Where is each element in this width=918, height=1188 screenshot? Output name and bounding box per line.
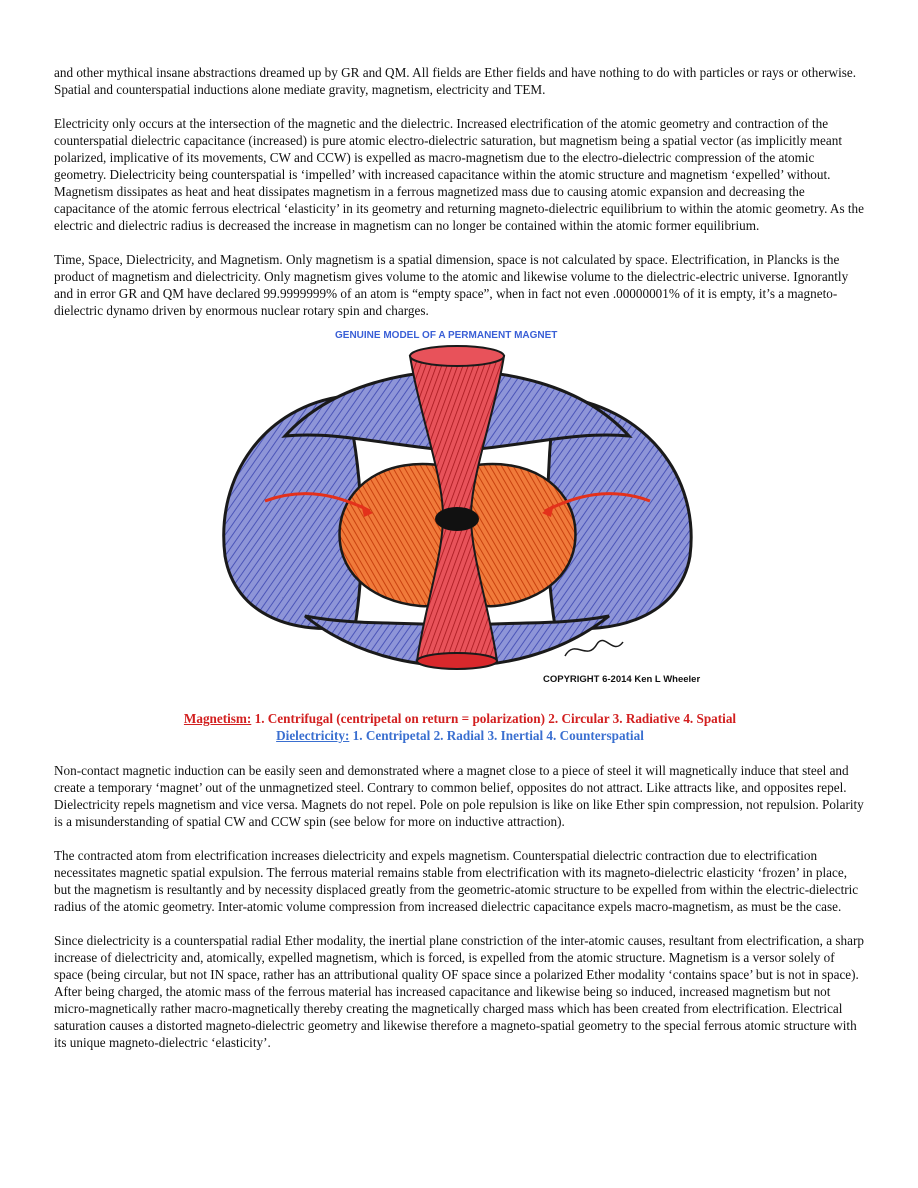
paragraph-5: The contracted atom from electrification increases dielectricity and expels magnetism. Counterspatial dielectric contraction due to electrification necessitates magnetic spatial expulsion. The ferrous material remains stable from electrification with its magneto-dielectric elasticity ‘frozen’ in place, but the magnetism is resultantly and by necessity displaced greatly from the geometric-atomic structure to be expelled from within the electric-dielectric radius of the atomic geometry. Inter-atomic volume compression from increased dielectric capacitance expels macro-magnetism, as must be the case. bbox=[54, 848, 859, 914]
caption-dielectricity bbox=[54, 727, 866, 744]
caption-magnetism bbox=[54, 710, 866, 727]
center-hole bbox=[435, 507, 479, 531]
paragraph-6: Since dielectricity is a counterspatial radial Ether modality, the inertial plane constriction of the inter-atomic causes, resultant from electrification, a sharp increase of dielectricity and, atomically, expelled magnetism, which is forced, is expelled from the atomic structure. Magnetism is a versor solely of space (being circular, but not IN space, rather has an attributional quality OF space since a polarized Ether modality ‘contains space’ but is not in space). After being charged, the atomic mass of the ferrous material has increased capacitance and likewise being so induced, increased magnetism but not micro-magnetically rather macro-magnetically thereby creating the magnetically charged mass which has been created from electrification. Electrical saturation causes a distorted magneto-dielectric geometry and likewise therefore a magneto-spatial geometry to the special ferrous atomic structure with its unique magneto-dielectric ‘elasticity’. bbox=[54, 933, 864, 1050]
figure-copyright: COPYRIGHT 6-2014 Ken L Wheeler bbox=[543, 674, 701, 685]
paragraph-2: Electricity only occurs at the intersection of the magnetic and the dielectric. Increased electrification of the atomic geometry and contraction of the counterspatial dielectric capacitance (increased) is pure atomic electro-dielectric saturation, but magnetism being a spatial vector (as implicitly meant polarized, implicative of its movements, CW and CCW) is expelled as macro-magnetism due to the electro-dielectric compression of the atomic geometry. Dielectricity being counterspatial is ‘impelled’ with increased capacitance within the atomic structure and magnetism ‘expelled’ without. Magnetism dissipates as heat and heat dissipates magnetism in a ferrous magnetized mass due to causing atomic expansion and decreasing the capacitance of the atomic ferrous electrical ‘elasticity’ in its geometry and returning magneto-dielectric equilibrium to within the atomic geometry. As the electric and dielectric radius is decreased the increase in magnetism can no longer be contained within the atomic former equilibrium. bbox=[54, 116, 864, 233]
caption-dielectricity-text: 1. Centripetal 2. Radial 3. Inertial 4. Counterspatial bbox=[349, 728, 644, 743]
caption-magnetism-term: Magnetism: bbox=[183, 711, 252, 726]
document-page bbox=[54, 64, 866, 1068]
figure-caption bbox=[54, 710, 866, 744]
caption-dielectricity-term: Dielectricity: bbox=[276, 728, 350, 743]
paragraph-4: Non-contact magnetic induction can be easily seen and demonstrated where a magnet close to a piece of steel it will magnetically induce that steel and create a temporary ‘magnet’ out of the unmagnetized steel. Contrary to common belief, opposites do not attract. Like attracts like, and opposites repel. Dielectricity repels magnetism and vice versa. Magnets do not repel. Pole on pole repulsion is like on like Ether spin compression, not repulsion. Polarity is a misunderstanding of spatial CW and CCW spin (see below for more on inductive attraction). bbox=[54, 763, 864, 829]
caption-magnetism-text: 1. Centrifugal (centripetal on return = polarization) 2. Circular 3. Radiative 4. Spatial bbox=[251, 711, 737, 726]
figure-title: GENUINE MODEL OF A PERMANENT MAGNET bbox=[335, 330, 558, 341]
magnet-drawing bbox=[195, 326, 719, 690]
paragraph-3: Time, Space, Dielectricity, and Magnetism. Only magnetism is a spatial dimension, space is not calculated by space. Electrification, in Plancks is the product of magnetism and dielectricity. Only magnetism gives volume to the atomic and likewise volume to the dielectric-electric universe. Ignorantly and in error GR and QM have declared 99.9999999% of an atom is “empty space”, when in fact not even .00000001% of it is empty, it’s a magneto-dielectric dynamo driven by enormous nuclear rotary spin and charges. bbox=[54, 252, 849, 318]
tube-top-rim bbox=[410, 346, 504, 366]
tube-bottom-rim bbox=[417, 653, 497, 669]
paragraph-1: and other mythical insane abstractions dreamed up by GR and QM. All fields are Ether fields and have nothing to do with particles or rays or otherwise. Spatial and counterspatial inductions alone mediate gravity, magnetism, electricity and TEM. bbox=[54, 65, 857, 97]
magnet-illustration bbox=[54, 326, 866, 706]
signature-mark bbox=[565, 641, 623, 656]
